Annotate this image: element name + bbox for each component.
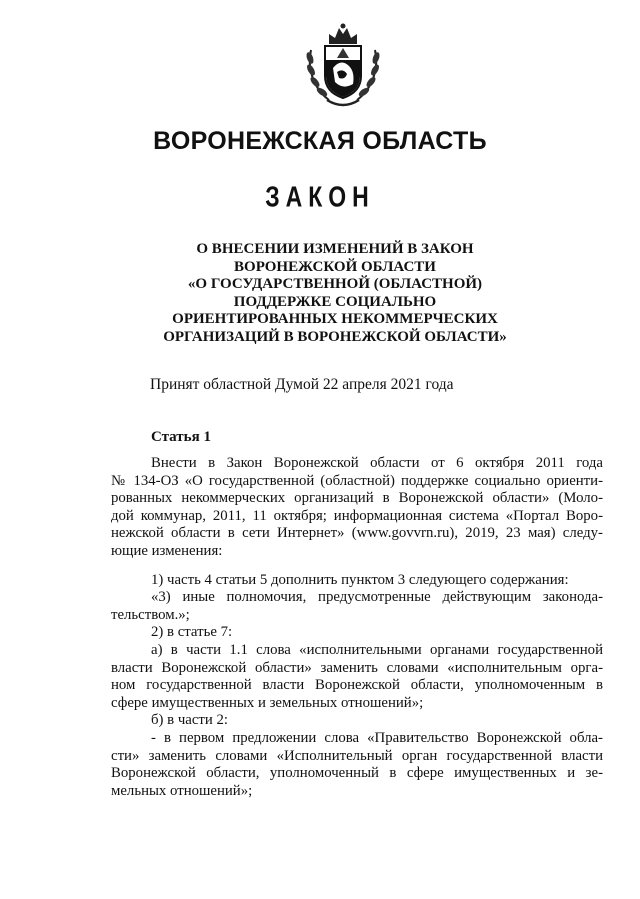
subject-line: ПОДДЕРЖКЕ СОЦИАЛЬНО [233, 293, 437, 310]
paragraph-line: а) в части 1.1 слова «исполнительными органами государственной [151, 641, 603, 658]
voronezh-coat-of-arms-icon [303, 20, 383, 112]
paragraph-line: - в первом предложении слова «Правительство Воронежской обла- [151, 729, 603, 746]
paragraph-line: тельством.»; [111, 606, 190, 623]
paragraph-line: «3) иные полномочия, предусмотренные действующим законода- [151, 589, 603, 606]
document-type-title: ЗАКОН [265, 180, 375, 213]
adoption-statement: Принят областной Думой 22 апреля 2021 года [150, 376, 454, 393]
paragraph-line: сти» заменить словами «Исполнительный орган государственной власти [111, 747, 603, 764]
paragraph-line: сфере имущественных и земельных отношений»; [111, 694, 424, 711]
paragraph-line: Воронежской области, уполномоченный в сфере имущественных и зе- [111, 765, 603, 782]
paragraph-line: № 134-ОЗ «О государственной (областной) поддержке социально ориенти- [111, 472, 603, 489]
region-title: ВОРОНЕЖСКАЯ ОБЛАСТЬ [153, 127, 487, 155]
paragraph-line: ющие изменения: [111, 542, 223, 559]
paragraph-line: 2) в статье 7: [151, 624, 233, 641]
subject-line: ВОРОНЕЖСКОЙ ОБЛАСТИ [234, 258, 436, 275]
paragraph-line: власти Воронежской области» заменить словами «исполнительным орга- [111, 659, 603, 676]
paragraph-line: рованных некоммерческих организаций в Воронежской области» (Моло- [111, 490, 603, 507]
subject-line: «О ГОСУДАРСТВЕННОЙ (ОБЛАСТНОЙ) [187, 276, 483, 293]
subject-line: О ВНЕСЕНИИ ИЗМЕНЕНИЙ В ЗАКОН [196, 241, 474, 257]
article-body [111, 455, 603, 800]
paragraph-line: б) в части 2: [151, 712, 229, 729]
paragraph-line: 1) часть 4 статьи 5 дополнить пунктом 3 следующего содержания: [151, 571, 569, 588]
subject-line: ОРИЕНТИРОВАННЫХ НЕКОММЕРЧЕСКИХ [172, 311, 498, 328]
paragraph-line: нежской области в сети Интернет» (www.govvrn.ru), 2019, 23 мая) следу- [111, 525, 603, 542]
paragraph-line: ном государственной власти Воронежской области, уполномоченным в [111, 677, 603, 694]
subject-line: ОРГАНИЗАЦИЙ В ВОРОНЕЖСКОЙ ОБЛАСТИ» [163, 328, 507, 345]
paragraph-line: Внести в Закон Воронежской области от 6 октября 2011 года [151, 455, 603, 471]
paragraph-line: дой коммунар, 2011, 11 октября; информационная система «Портал Воро- [111, 507, 603, 524]
paragraph-line: мельных отношений»; [111, 782, 253, 799]
law-subject [140, 241, 530, 347]
article-heading: Статья 1 [151, 429, 211, 445]
